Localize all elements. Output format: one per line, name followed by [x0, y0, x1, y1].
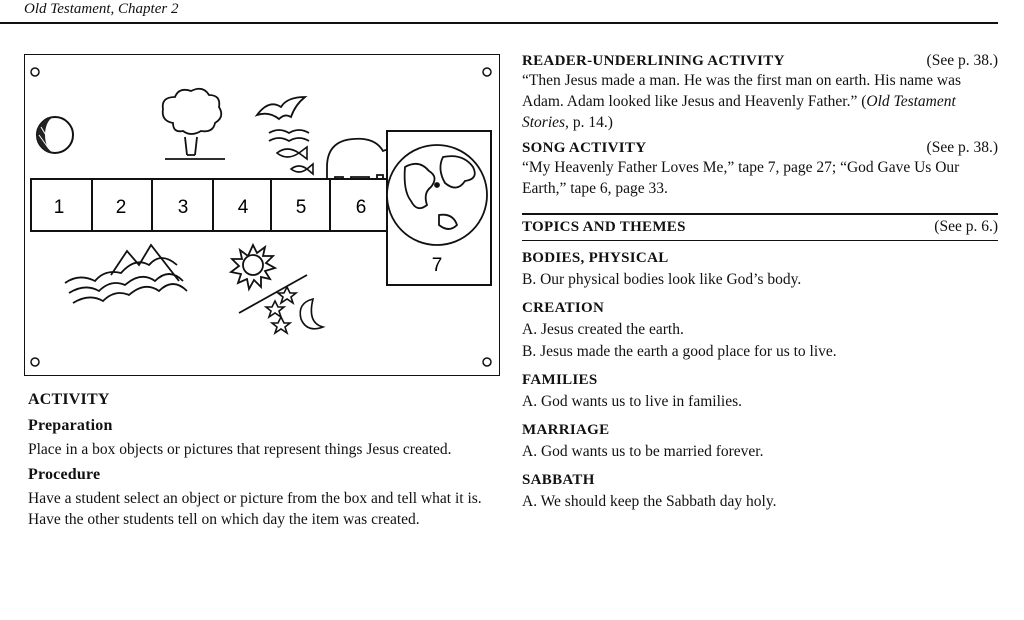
- earth-icon: [387, 145, 487, 245]
- activity-title: ACTIVITY: [28, 391, 110, 408]
- citation-page: p. 14.): [572, 114, 613, 131]
- fish-icon: [277, 147, 313, 174]
- bird-icon: [257, 97, 309, 141]
- day-number-5: 5: [295, 197, 307, 218]
- creation-days-poster: [24, 54, 500, 376]
- topic-heading-sabbath: SABBATH: [522, 472, 595, 488]
- preparation-text: Place in a box objects or pictures that represent things Jesus created.: [28, 441, 452, 458]
- topic-heading-creation: CREATION: [522, 300, 605, 316]
- tree-icon: [163, 89, 225, 159]
- sun-icon: [231, 245, 275, 289]
- corner-hole-icon: [31, 358, 39, 366]
- header-rule: [0, 22, 998, 24]
- preparation-heading: Preparation: [28, 417, 113, 434]
- light-dark-icon: [37, 117, 73, 153]
- topics-list: [522, 247, 998, 513]
- divider-line: [239, 275, 307, 313]
- corner-hole-icon: [483, 68, 491, 76]
- topic-item: A. God wants us to be married forever.: [522, 443, 764, 460]
- procedure-text: Have a student select an object or picture from the box and tell what it is. Have the other students tell on which day the item was created.: [28, 490, 482, 528]
- topic-item: B. Our physical bodies look like God’s body.: [522, 271, 802, 288]
- song-activity-text: “My Heavenly Father Loves Me,” tape 7, page 27; “God Gave Us Our Earth,” tape 6, page 33.: [522, 159, 960, 197]
- topic-heading-bodies: BODIES, PHYSICAL: [522, 250, 669, 266]
- topic-item: B. Jesus made the earth a good place for us to live.: [522, 343, 837, 360]
- topics-ref: (See p. 6.): [934, 218, 998, 235]
- reader-underlining-title: READER-UNDERLINING ACTIVITY: [522, 53, 785, 69]
- reader-underlining-ref: (See p. 38.): [926, 52, 998, 69]
- day-number-4: 4: [237, 197, 249, 218]
- day-number-6: 6: [355, 197, 367, 218]
- song-activity-ref: (See p. 38.): [926, 139, 998, 156]
- topic-heading-families: FAMILIES: [522, 372, 598, 388]
- day-number-1: 1: [53, 197, 65, 218]
- corner-hole-icon: [31, 68, 39, 76]
- topic-item: A. God wants us to live in families.: [522, 393, 742, 410]
- procedure-heading: Procedure: [28, 466, 101, 483]
- activity-section: [28, 389, 508, 530]
- day-number-2: 2: [115, 197, 127, 218]
- reader-underlining-quote: “Then Jesus made a man. He was the first man on earth. His name was Adam. Adam looked like Jesus and Heavenly Father.” (Old Testament Stories, p. 14.): [522, 72, 962, 131]
- right-column: [522, 52, 998, 513]
- topic-item: A. We should keep the Sabbath day holy.: [522, 493, 777, 510]
- topics-rule-bottom: [522, 240, 998, 241]
- corner-hole-icon: [483, 358, 491, 366]
- topics-title: TOPICS AND THEMES: [522, 219, 686, 235]
- topic-heading-marriage: MARRIAGE: [522, 422, 610, 438]
- topic-item: A. Jesus created the earth.: [522, 321, 684, 338]
- topics-rule-top: [522, 213, 998, 215]
- mountains-icon: [65, 245, 187, 303]
- day-number-7: 7: [431, 255, 443, 276]
- poster-illustration: [25, 55, 501, 377]
- song-activity-title: SONG ACTIVITY: [522, 140, 647, 156]
- quote-text: “Then Jesus made a man. He was the first man on earth. His name was Adam. Adam looked like Jesus and Heavenly Father.”: [522, 72, 962, 110]
- running-head: Old Testament, Chapter 2: [24, 1, 179, 17]
- citation-title: Old Testament Stories,: [522, 93, 956, 131]
- day-boxes-strip: [31, 179, 399, 231]
- day-number-3: 3: [177, 197, 189, 218]
